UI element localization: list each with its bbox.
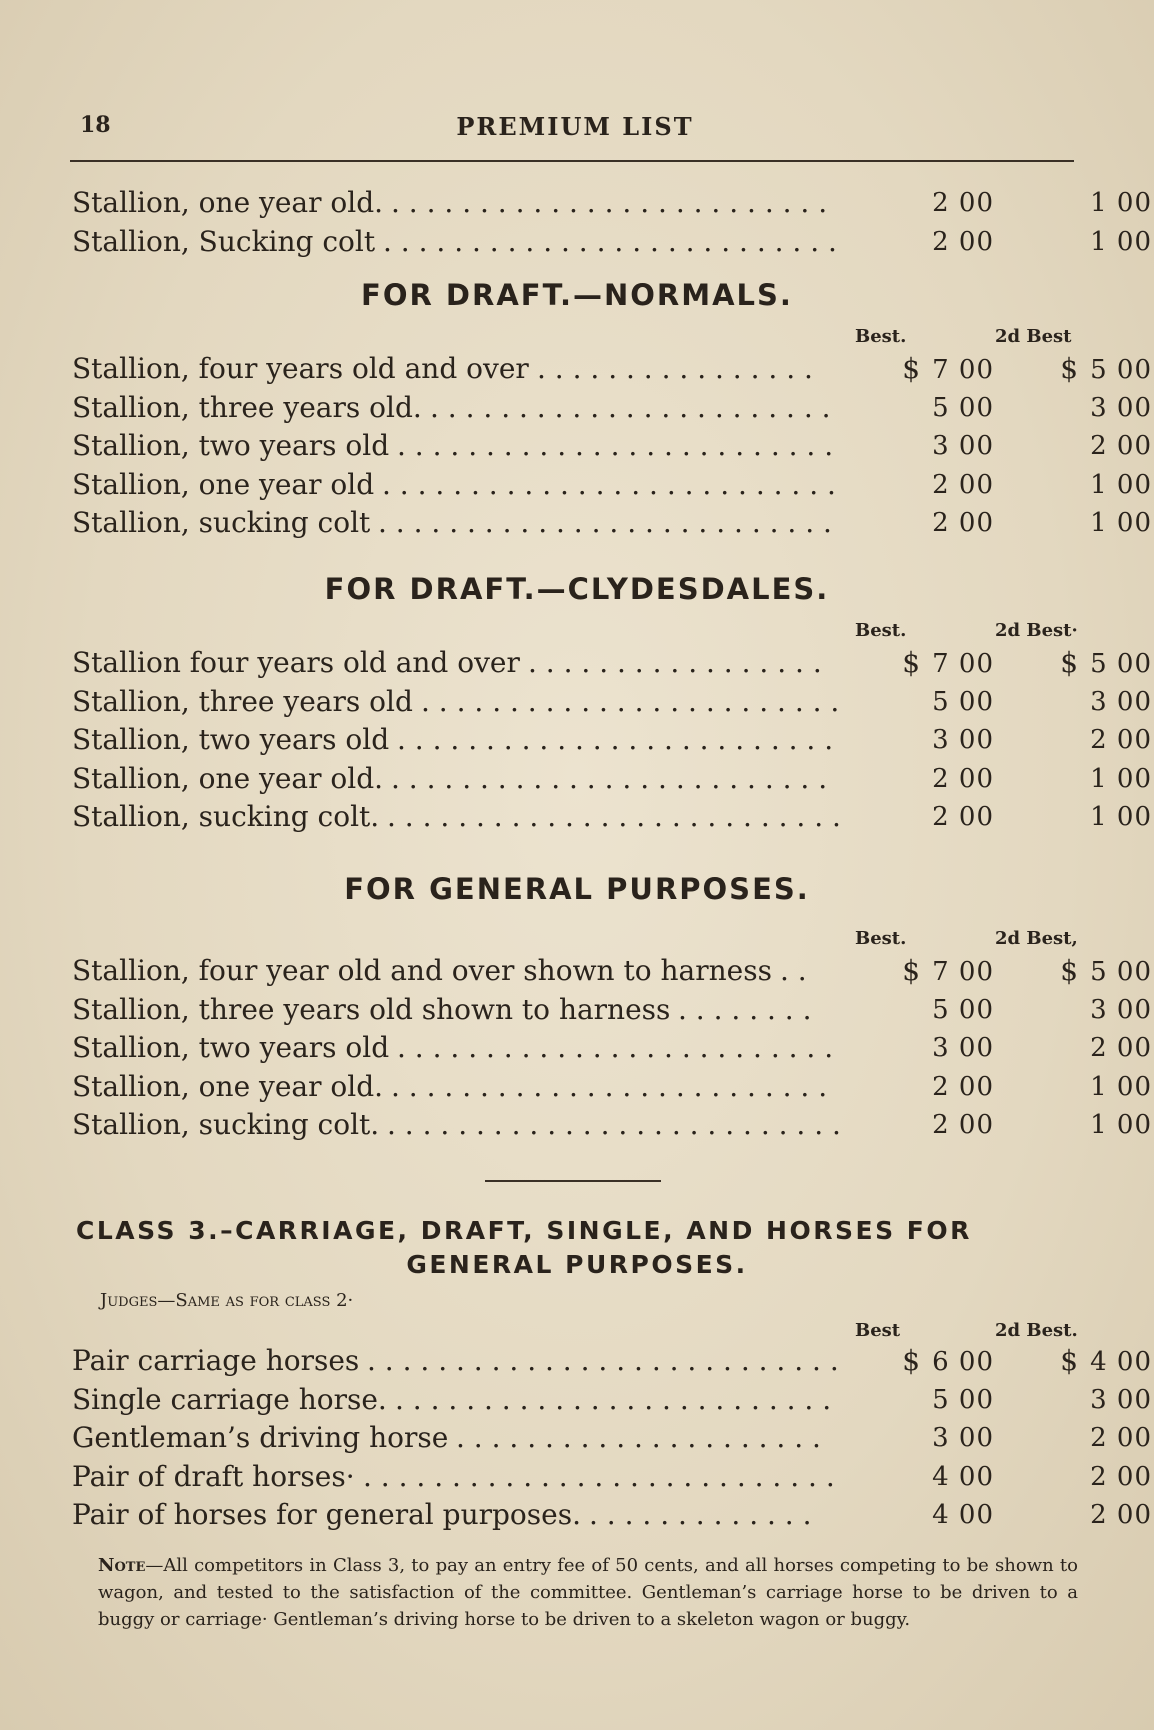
second-amount: 3 00 bbox=[1090, 686, 1152, 717]
best-premium bbox=[854, 1029, 994, 1067]
second-premium bbox=[1012, 683, 1152, 721]
row-label: Stallion, four year old and over shown to harness bbox=[72, 954, 772, 987]
currency-sign: $ bbox=[902, 646, 921, 679]
second-amount: 1 00 bbox=[1090, 763, 1152, 794]
best-premium bbox=[854, 1106, 994, 1144]
best-amount: 2 00 bbox=[932, 226, 994, 257]
header-rule bbox=[70, 160, 1074, 162]
leader-dots: . . . . . . . . . . . . . . . . . . . . . . . . . bbox=[391, 1069, 828, 1103]
second-premium bbox=[1012, 1068, 1152, 1106]
second-column-header: 2d Best bbox=[995, 326, 1072, 347]
best-premium bbox=[854, 466, 994, 504]
best-amount: 5 00 bbox=[932, 1384, 994, 1415]
second-premium bbox=[1012, 1106, 1152, 1144]
table-row bbox=[72, 721, 1152, 759]
best-column-header: Best. bbox=[855, 620, 907, 641]
second-amount: 3 00 bbox=[1090, 1384, 1152, 1415]
table-row bbox=[72, 1458, 1152, 1496]
best-column-header: Best bbox=[855, 1320, 901, 1341]
best-premium bbox=[854, 952, 994, 991]
row-label: Stallion, sucking colt. bbox=[72, 1108, 380, 1142]
table-row bbox=[72, 1029, 1152, 1067]
leader-dots: . . . . . . . . . . . . . . . . . . . . . . . . . . bbox=[382, 467, 836, 501]
best-premium bbox=[854, 721, 994, 759]
best-premium bbox=[854, 350, 994, 389]
currency-sign: $ bbox=[902, 954, 921, 987]
second-amount: 2 00 bbox=[1090, 431, 1152, 462]
best-amount: 2 00 bbox=[932, 802, 994, 833]
second-premium bbox=[1012, 350, 1152, 389]
row-label: Gentleman’s driving horse bbox=[72, 1421, 449, 1455]
second-column-header: 2d Best· bbox=[995, 620, 1078, 641]
leader-dots: . . . . . . . . . . . . . . . . . . . . . . . . . bbox=[397, 1031, 834, 1065]
table-row bbox=[72, 1419, 1152, 1457]
row-label: Stallion, one year old. bbox=[72, 186, 384, 219]
second-amount: 2 00 bbox=[1090, 1461, 1152, 1492]
class3-judges: Judges—Same as for class 2· bbox=[100, 1290, 354, 1311]
second-column-header: 2d Best. bbox=[995, 1320, 1078, 1341]
table-row bbox=[72, 644, 1152, 682]
table-row bbox=[72, 798, 1152, 836]
best-premium bbox=[854, 1458, 994, 1496]
second-premium bbox=[1012, 644, 1152, 683]
second-premium bbox=[1012, 466, 1152, 504]
currency-sign: $ bbox=[902, 1344, 921, 1377]
second-amount: 1 00 bbox=[1090, 188, 1152, 218]
table-row bbox=[72, 427, 1152, 465]
leader-dots: . . . . . . . . . . . . . . . . . . . . . bbox=[456, 1421, 821, 1455]
best-amount: 5 00 bbox=[932, 994, 994, 1025]
best-amount: 5 00 bbox=[932, 686, 994, 717]
best-premium bbox=[854, 223, 994, 261]
leader-dots: . . . . . . . . . . . . . . . . . . . . . . . . . bbox=[391, 186, 828, 219]
second-premium bbox=[1012, 223, 1152, 261]
row-label: Stallion, two years old bbox=[72, 1031, 390, 1065]
note-text: —All competitors in Class 3, to pay an entry fee of 50 cents, and all horses competing to be shown to wagon, and tested to the satisfaction of the committee. Gentleman’s carriage horse to be driven to a buggy or carriage· Gentleman’s driving horse to be driven to a skeleton wagon or buggy. bbox=[98, 1555, 1078, 1630]
currency-sign: $ bbox=[1060, 352, 1079, 385]
best-amount: 7 00 bbox=[932, 355, 994, 385]
leader-dots: . . . . . . . . . . . . . . . . . . . . . . . bbox=[430, 390, 831, 424]
second-premium bbox=[1012, 952, 1152, 991]
best-amount: 3 00 bbox=[932, 1423, 994, 1454]
leader-dots: . . . . . . . . . . . . . . . . . . . . . . . . . bbox=[391, 761, 828, 795]
best-premium bbox=[854, 1496, 994, 1534]
best-amount: 2 00 bbox=[932, 1071, 994, 1102]
second-amount: 1 00 bbox=[1090, 226, 1152, 257]
best-amount: 2 00 bbox=[932, 1110, 994, 1141]
second-premium bbox=[1012, 798, 1152, 836]
leader-dots: . . . . . . . . . . . . . . . . . . . . . . . . bbox=[421, 684, 840, 718]
table-row bbox=[72, 389, 1152, 427]
second-amount: 1 00 bbox=[1090, 802, 1152, 833]
best-amount: 7 00 bbox=[932, 649, 994, 679]
leader-dots: . . . . . . . . . . . . . . . . . . . . . . . . . . bbox=[378, 506, 832, 540]
leader-dots: . . . . . . . . . . . . . . . . . . . . . . . . . . . bbox=[367, 1344, 839, 1377]
table-row bbox=[72, 683, 1152, 721]
second-premium bbox=[1012, 504, 1152, 542]
row-label: Stallion, two years old bbox=[72, 723, 390, 757]
best-premium bbox=[854, 991, 994, 1029]
table-row bbox=[72, 504, 1152, 542]
table-row bbox=[72, 991, 1152, 1029]
best-premium bbox=[854, 1381, 994, 1419]
table-row bbox=[72, 1342, 1152, 1380]
second-premium bbox=[1012, 1458, 1152, 1496]
table-row bbox=[72, 1068, 1152, 1106]
table-row bbox=[72, 1496, 1152, 1534]
table-row bbox=[72, 184, 1152, 222]
second-amount: 5 00 bbox=[1090, 355, 1152, 385]
leader-dots: . . . . . . . . bbox=[678, 992, 812, 1026]
best-amount: 6 00 bbox=[932, 1347, 994, 1377]
currency-sign: $ bbox=[1060, 646, 1079, 679]
table-row bbox=[72, 466, 1152, 504]
second-amount: 1 00 bbox=[1090, 1071, 1152, 1102]
best-amount: 4 00 bbox=[932, 1500, 994, 1531]
row-label: Stallion, one year old. bbox=[72, 761, 384, 795]
leader-dots: . . . . . . . . . . . . . . . . . . . . . . . . . bbox=[397, 429, 834, 463]
second-premium bbox=[1012, 1381, 1152, 1419]
second-amount: 2 00 bbox=[1090, 1423, 1152, 1454]
row-label: Stallion, one year old bbox=[72, 467, 375, 501]
note-lead: Note bbox=[98, 1555, 146, 1576]
running-head: PREMIUM LIST bbox=[456, 112, 694, 141]
leader-dots: . . . . . . . . . . . . . . . . . . . . . . . . . . . bbox=[363, 1459, 835, 1493]
second-amount: 5 00 bbox=[1090, 649, 1152, 679]
leader-dots: . . . . . . . . . . . . . . . . . . . . . . . . . bbox=[397, 723, 834, 757]
best-column-header: Best. bbox=[855, 928, 907, 949]
second-amount: 5 00 bbox=[1090, 957, 1152, 987]
currency-sign: $ bbox=[1060, 1344, 1079, 1377]
section-title: FOR DRAFT.—CLYDESDALES. bbox=[324, 572, 830, 606]
second-premium bbox=[1012, 1342, 1152, 1381]
row-label: Pair of horses for general purposes. bbox=[72, 1498, 581, 1532]
leader-dots: . . . . . . . . . . . . . . . . . . . . . . . . . bbox=[395, 1382, 832, 1416]
best-amount: 3 00 bbox=[932, 431, 994, 462]
table-row bbox=[72, 1381, 1152, 1419]
leader-dots: . . . . . . . . . . . . . . . . . . . . . . . . . . bbox=[383, 224, 837, 258]
section-title: FOR DRAFT.—NORMALS. bbox=[361, 278, 793, 312]
second-premium bbox=[1012, 389, 1152, 427]
row-label: Pair carriage horses bbox=[72, 1344, 360, 1377]
leader-dots: . . . . . . . . . . . . . bbox=[589, 1498, 812, 1532]
leader-dots: . . . . . . . . . . . . . . . . bbox=[537, 352, 813, 385]
best-premium bbox=[854, 683, 994, 721]
table-row bbox=[72, 1106, 1152, 1144]
second-premium bbox=[1012, 427, 1152, 465]
section-title: FOR GENERAL PURPOSES. bbox=[344, 872, 810, 906]
row-label: Stallion, sucking colt bbox=[72, 506, 371, 540]
row-label: Pair of draft horses· bbox=[72, 1459, 355, 1493]
class3-title-line2: GENERAL PURPOSES. bbox=[406, 1250, 748, 1279]
table-row bbox=[72, 952, 1152, 990]
best-amount: 3 00 bbox=[932, 1033, 994, 1064]
second-amount: 2 00 bbox=[1090, 725, 1152, 756]
best-premium bbox=[854, 760, 994, 798]
second-amount: 3 00 bbox=[1090, 392, 1152, 423]
best-amount: 2 00 bbox=[932, 508, 994, 539]
second-premium bbox=[1012, 184, 1152, 222]
table-row bbox=[72, 760, 1152, 798]
second-amount: 4 00 bbox=[1090, 1347, 1152, 1377]
second-amount: 2 00 bbox=[1090, 1500, 1152, 1531]
second-amount: 2 00 bbox=[1090, 1033, 1152, 1064]
best-premium bbox=[854, 504, 994, 542]
second-premium bbox=[1012, 991, 1152, 1029]
second-premium bbox=[1012, 721, 1152, 759]
second-column-header: 2d Best, bbox=[995, 928, 1078, 949]
second-premium bbox=[1012, 1496, 1152, 1534]
leader-dots: . . . . . . . . . . . . . . . . . . . . . . . . . . bbox=[387, 800, 841, 834]
currency-sign: $ bbox=[1060, 954, 1079, 987]
row-label: Stallion, sucking colt. bbox=[72, 800, 380, 834]
leader-dots: . . bbox=[780, 954, 807, 987]
row-label: Stallion, two years old bbox=[72, 429, 390, 463]
best-premium bbox=[854, 184, 994, 222]
page-number: 18 bbox=[80, 112, 111, 138]
row-label: Stallion, four years old and over bbox=[72, 352, 529, 385]
best-amount: 2 00 bbox=[932, 469, 994, 500]
second-amount: 1 00 bbox=[1090, 508, 1152, 539]
best-premium bbox=[854, 389, 994, 427]
row-label: Stallion, Sucking colt bbox=[72, 224, 376, 258]
best-amount: 2 00 bbox=[932, 188, 994, 218]
best-amount: 5 00 bbox=[932, 392, 994, 423]
page-header bbox=[80, 112, 1070, 152]
row-label: Single carriage horse. bbox=[72, 1382, 387, 1416]
best-premium bbox=[854, 1419, 994, 1457]
leader-dots: . . . . . . . . . . . . . . . . . bbox=[528, 646, 822, 679]
best-column-header: Best. bbox=[855, 326, 907, 347]
second-premium bbox=[1012, 1419, 1152, 1457]
second-amount: 1 00 bbox=[1090, 1110, 1152, 1141]
currency-sign: $ bbox=[902, 352, 921, 385]
row-label: Stallion, three years old bbox=[72, 684, 413, 718]
best-premium bbox=[854, 644, 994, 683]
second-amount: 3 00 bbox=[1090, 994, 1152, 1025]
best-amount: 7 00 bbox=[932, 957, 994, 987]
best-amount: 3 00 bbox=[932, 725, 994, 756]
best-premium bbox=[854, 1068, 994, 1106]
section-divider bbox=[485, 1180, 661, 1182]
best-premium bbox=[854, 1342, 994, 1381]
second-premium bbox=[1012, 1029, 1152, 1067]
row-label: Stallion, three years old shown to harness bbox=[72, 992, 671, 1026]
row-label: Stallion four years old and over bbox=[72, 646, 520, 679]
row-label: Stallion, one year old. bbox=[72, 1069, 384, 1103]
second-amount: 1 00 bbox=[1090, 469, 1152, 500]
table-row bbox=[72, 223, 1152, 261]
best-premium bbox=[854, 798, 994, 836]
class3-note bbox=[98, 1552, 1078, 1633]
table-row bbox=[72, 350, 1152, 388]
class3-title-line1: CLASS 3.–CARRIAGE, DRAFT, SINGLE, AND HORSES FOR bbox=[76, 1216, 972, 1245]
best-amount: 2 00 bbox=[932, 763, 994, 794]
leader-dots: . . . . . . . . . . . . . . . . . . . . . . . . . . bbox=[387, 1108, 841, 1142]
best-premium bbox=[854, 427, 994, 465]
second-premium bbox=[1012, 760, 1152, 798]
best-amount: 4 00 bbox=[932, 1461, 994, 1492]
row-label: Stallion, three years old. bbox=[72, 390, 422, 424]
